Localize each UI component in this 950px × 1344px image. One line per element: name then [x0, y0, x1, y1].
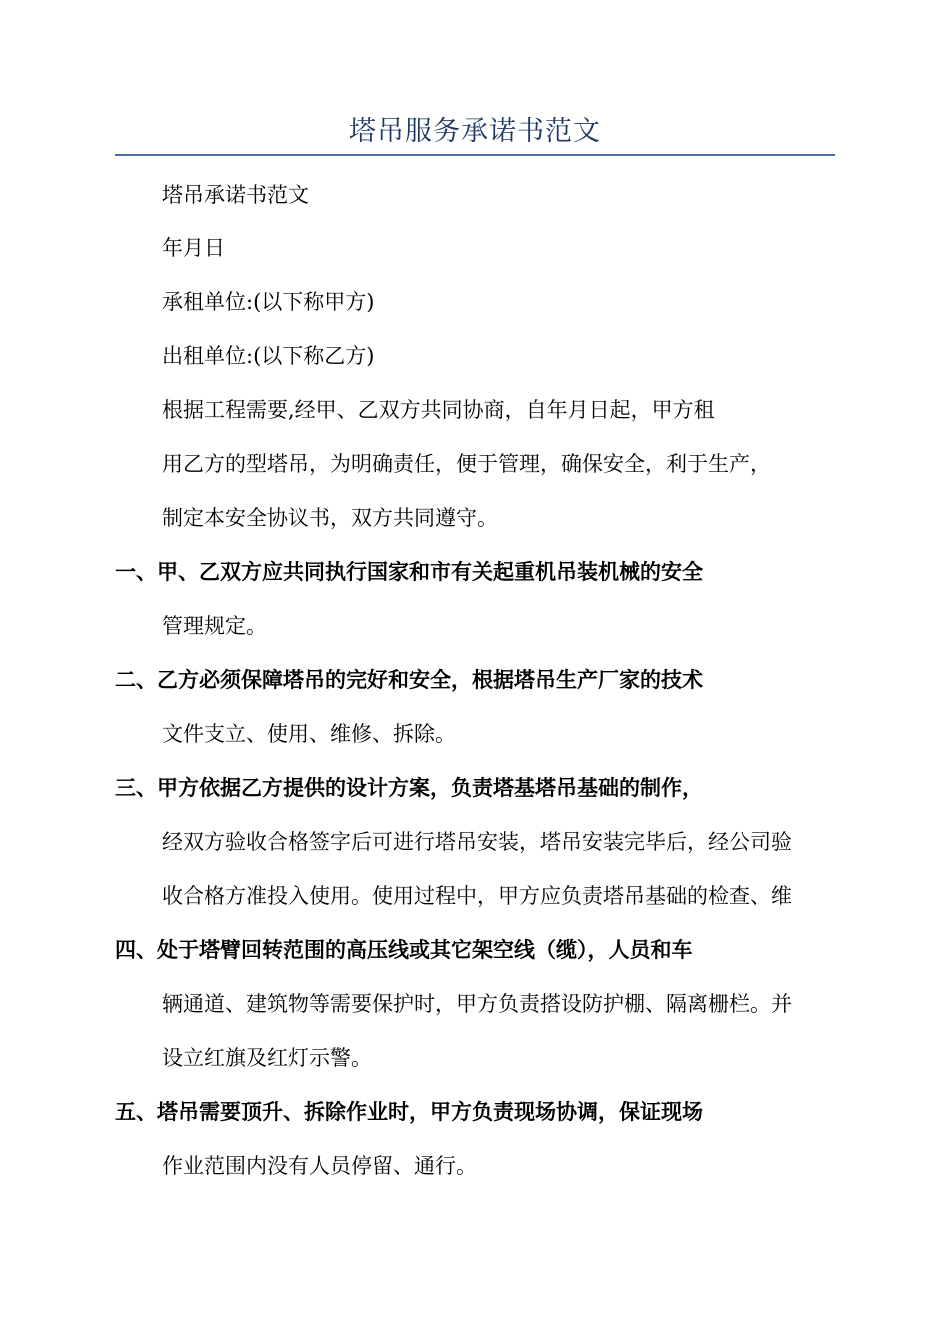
body-line: 制定本安全协议书，双方共同遵守。: [162, 506, 498, 530]
body-line: 管理规定。: [162, 614, 267, 638]
clause-heading: 五、塔吊需要顶升、拆除作业时，甲方负责现场协调，保证现场: [115, 1099, 703, 1124]
body-line: 经双方验收合格签字后可进行塔吊安装，塔吊安装完毕后，经公司验: [162, 830, 792, 854]
title-underline: [115, 154, 835, 156]
body-line: 作业范围内没有人员停留、通行。: [162, 1154, 477, 1178]
body-line: 塔吊承诺书范文: [162, 183, 309, 207]
body-line: 根据工程需要,经甲、乙双方共同协商，自年月日起，甲方租: [162, 398, 715, 422]
body-line: 设立红旗及红灯示警。: [162, 1046, 372, 1070]
body-line: 承租单位:(以下称甲方): [162, 290, 375, 314]
body-line: 年月日: [162, 236, 225, 260]
body-line: 出租单位:(以下称乙方): [162, 344, 375, 368]
clause-heading: 三、甲方依据乙方提供的设计方案，负责塔基塔吊基础的制作，: [115, 775, 703, 800]
body-line: 收合格方准投入使用。使用过程中，甲方应负责塔吊基础的检查、维: [162, 884, 792, 908]
clause-heading: 二、乙方必须保障塔吊的完好和安全，根据塔吊生产厂家的技术: [115, 667, 703, 692]
document-title: 塔吊服务承诺书范文: [349, 116, 601, 147]
body-line: 文件支立、使用、维修、拆除。: [162, 722, 456, 746]
clause-heading: 四、处于塔臂回转范围的高压线或其它架空线（缆），人员和车: [115, 937, 693, 962]
clause-heading: 一、甲、乙双方应共同执行国家和市有关起重机吊装机械的安全: [115, 559, 703, 584]
body-line: 辆通道、建筑物等需要保护时，甲方负责搭设防护棚、隔离栅栏。并: [162, 992, 792, 1016]
body-line: 用乙方的型塔吊，为明确责任，便于管理，确保安全，利于生产，: [162, 452, 771, 476]
